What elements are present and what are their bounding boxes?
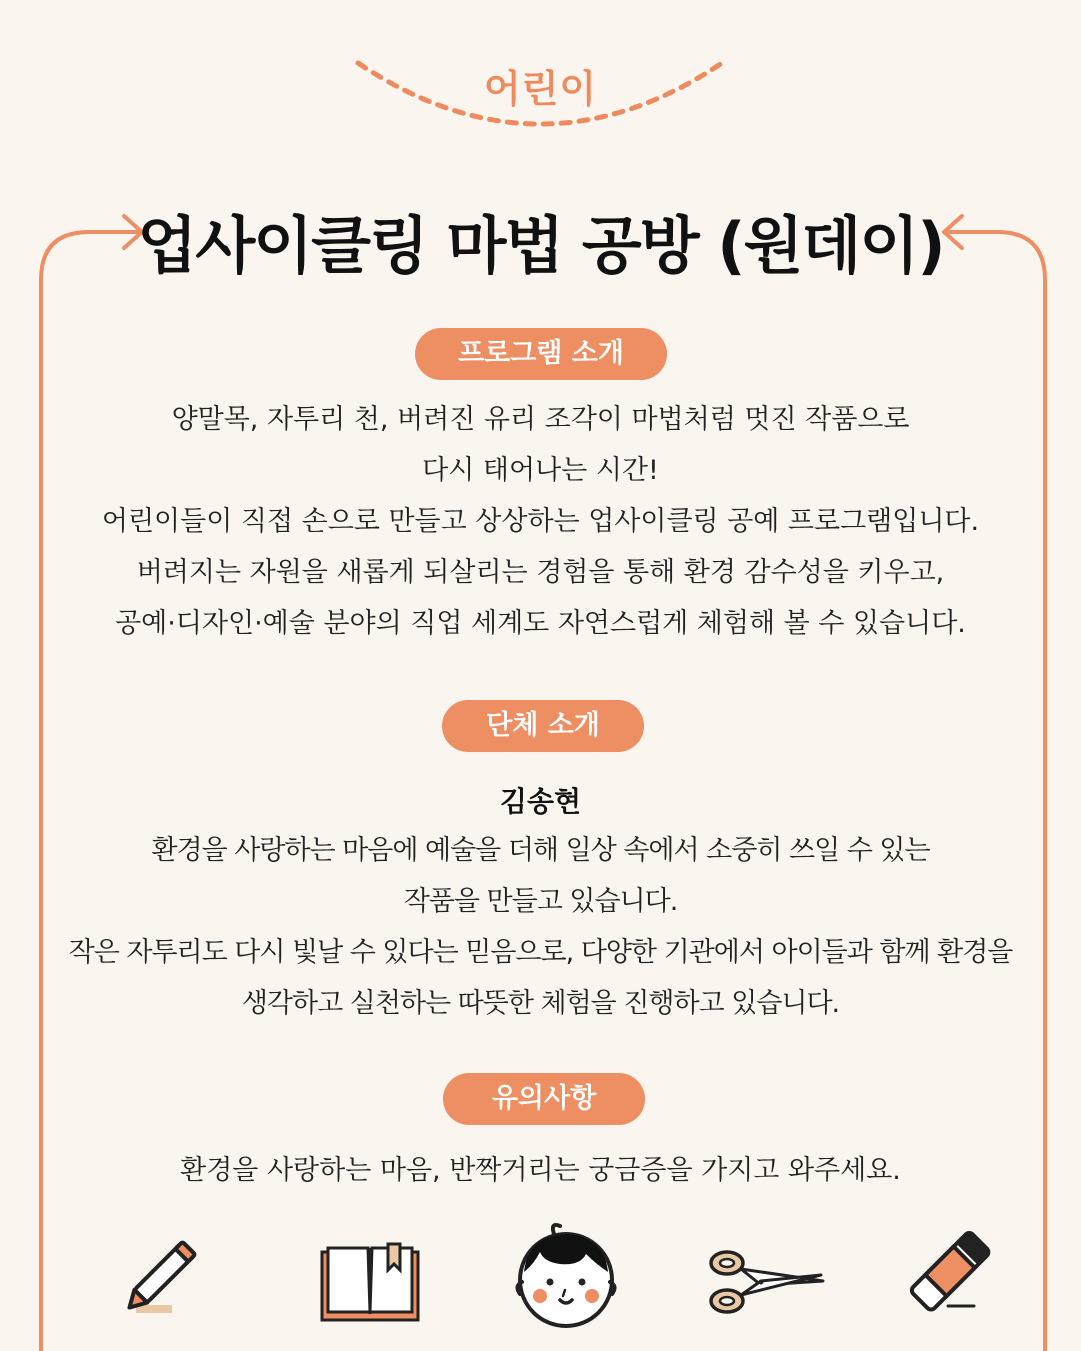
section-heading-notice: 유의사항 bbox=[443, 1073, 645, 1125]
scissors-icon bbox=[705, 1245, 827, 1320]
text-line: 환경을 사랑하는 마음에 예술을 더해 일상 속에서 소중히 쓰일 수 있는 bbox=[151, 835, 930, 866]
text-line: 환경을 사랑하는 마음, 반짝거리는 궁금증을 가지고 와주세요. bbox=[180, 1155, 901, 1186]
section-heading-group: 단체 소개 bbox=[442, 700, 644, 752]
group-name: 김송현 bbox=[499, 785, 582, 818]
text-line: 어린이들이 직접 손으로 만들고 상상하는 업사이클링 공예 프로그램입니다. bbox=[101, 506, 980, 537]
text-line: 다시 태어나는 시간! bbox=[422, 455, 659, 486]
section-heading-program: 프로그램 소개 bbox=[415, 328, 667, 380]
category-label: 어린이 bbox=[483, 67, 598, 111]
page-title: 업사이클링 마법 공방 (원데이) bbox=[137, 209, 944, 282]
program-description bbox=[0, 394, 1081, 649]
text-line: 양말목, 자투리 천, 버려진 유리 조각이 마법처럼 멋진 작품으로 bbox=[171, 404, 910, 435]
eraser-icon bbox=[900, 1228, 1000, 1318]
text-line: 작은 자투리도 다시 빛날 수 있다는 믿음으로, 다양한 기관에서 아이들과 함께 환경을 bbox=[68, 937, 1013, 968]
group-description bbox=[0, 825, 1081, 1029]
pencil-icon bbox=[112, 1230, 212, 1325]
notice-description bbox=[0, 1145, 1081, 1196]
text-line: 생각하고 실천하는 따뜻한 체험을 진행하고 있습니다. bbox=[241, 988, 840, 1019]
text-line: 작품을 만들고 있습니다. bbox=[403, 886, 678, 917]
child-face-icon bbox=[510, 1220, 622, 1332]
text-line: 버려지는 자원을 새롭게 되살리는 경험을 통해 환경 감수성을 키우고, bbox=[136, 557, 945, 588]
book-icon bbox=[318, 1240, 422, 1325]
text-line: 공예·디자인·예술 분야의 직업 세계도 자연스럽게 체험해 볼 수 있습니다. bbox=[115, 608, 966, 639]
